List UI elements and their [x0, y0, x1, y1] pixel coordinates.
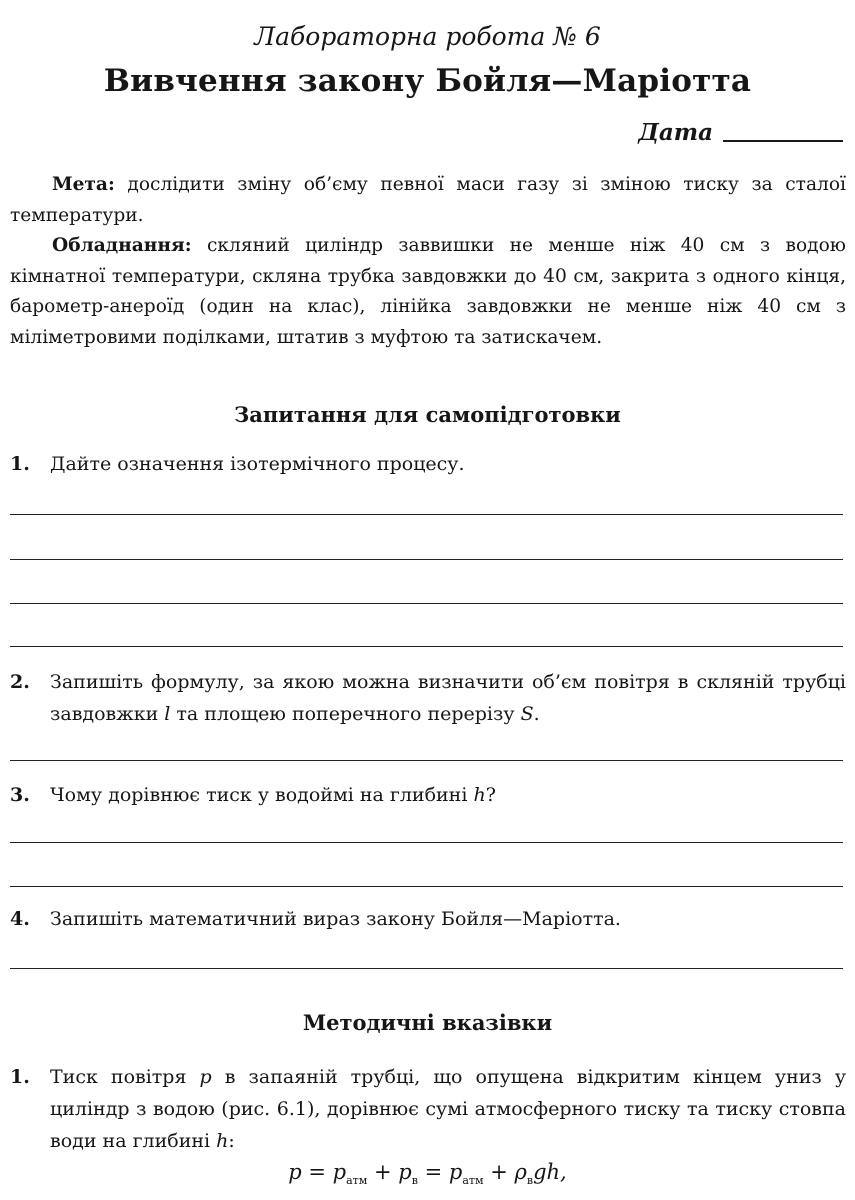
formula-plus: +: [367, 1160, 399, 1184]
subscript-v: в: [526, 1174, 534, 1188]
goal-text: дослідити зміну об’єму певної маси газу зі зміною тиску за сталої температури.: [10, 174, 846, 226]
formula-p: p: [288, 1160, 302, 1184]
goal-paragraph: [10, 170, 846, 231]
answer-line-3b[interactable]: [10, 886, 843, 887]
question-text-part: Чому дорівнює тиск у водоймі на глибині: [50, 784, 474, 806]
item-text-part: :: [228, 1130, 235, 1152]
answer-line-2[interactable]: [10, 760, 843, 761]
variable-s: S: [520, 703, 534, 725]
equipment-label: Обладнання:: [52, 235, 192, 256]
answer-line-1b[interactable]: [10, 559, 843, 560]
question-number: 3.: [10, 784, 30, 806]
equipment-text: скляний циліндр заввишки не менше ніж 40 см з водою кімнатної температури, скляна трубка завдовжки до 40 см, закрита з одного кінця, барометр-анероїд (один на клас), лінійка завдовжки не менше ніж 40 см з міліметровими поділками, штатив з муфтою та затискачем.: [10, 235, 846, 348]
formula-equals: =: [417, 1160, 449, 1184]
formula-plus: +: [483, 1160, 515, 1184]
formula-p: p: [448, 1160, 463, 1184]
answer-line-1a[interactable]: [10, 514, 843, 515]
question-text: [50, 666, 846, 730]
question-text: Дайте означення ізотермічного процесу.: [50, 453, 465, 475]
question-3: [10, 779, 846, 811]
method-heading: Методичні вказівки: [302, 1010, 553, 1035]
item-text: [50, 1061, 846, 1157]
variable-p: p: [199, 1066, 212, 1088]
subscript-atm: атм: [462, 1174, 484, 1188]
answer-line-3a[interactable]: [10, 842, 843, 843]
page-title: Вивчення закону Бойля—Маріотта: [103, 63, 752, 99]
question-4: [10, 903, 846, 935]
intro-block: [10, 170, 846, 353]
item-number: 1.: [10, 1066, 30, 1088]
variable-h: h: [473, 784, 486, 806]
subscript-v: в: [411, 1174, 418, 1188]
question-text: [50, 779, 846, 811]
date-label: Дата: [638, 119, 713, 146]
question-1: [10, 448, 846, 480]
date-input-line[interactable]: [723, 140, 843, 142]
formula-p: p: [398, 1160, 412, 1184]
item-text-part: в запаяній трубці, що опущена відкритим кінцем униз у циліндр з водою (рис. 6.1), дорівнює сумі атмосферного тиску та тиску стовпа води на глибині: [50, 1066, 847, 1152]
answer-line-4[interactable]: [10, 968, 843, 969]
self-prep-heading: Запитання для самопідготовки: [234, 402, 621, 427]
method-item-1: [10, 1061, 846, 1157]
formula-rho: ρ: [514, 1160, 527, 1184]
question-text: Запишіть математичний вираз закону Бойля—Маріотта.: [50, 908, 621, 930]
pressure-formula: [0, 1160, 855, 1187]
date-field: [638, 119, 843, 146]
question-number: 1.: [10, 453, 30, 475]
item-text-part: Тиск повітря: [50, 1066, 200, 1088]
question-2: [10, 666, 846, 730]
formula-equals: =: [301, 1160, 333, 1184]
formula-gh: gh,: [533, 1160, 567, 1184]
equipment-paragraph: [10, 231, 846, 353]
question-text-part: .: [533, 703, 540, 725]
question-text-part: Запишіть формулу, за якою можна визначити об’єм повітря в скляній трубці завдовжки: [50, 671, 846, 725]
variable-h: h: [216, 1130, 229, 1152]
formula-p: p: [332, 1160, 347, 1184]
lab-work-subtitle: Лабораторна робота № 6: [254, 22, 601, 51]
question-text-part: ?: [485, 784, 496, 806]
subscript-atm: атм: [346, 1174, 368, 1188]
question-number: 4.: [10, 908, 30, 930]
goal-label: Мета:: [52, 174, 115, 195]
question-number: 2.: [10, 671, 30, 693]
answer-line-1d[interactable]: [10, 646, 843, 647]
question-text-part: та площею поперечного перерізу: [170, 703, 521, 725]
variable-l: l: [164, 703, 171, 725]
answer-line-1c[interactable]: [10, 603, 843, 604]
